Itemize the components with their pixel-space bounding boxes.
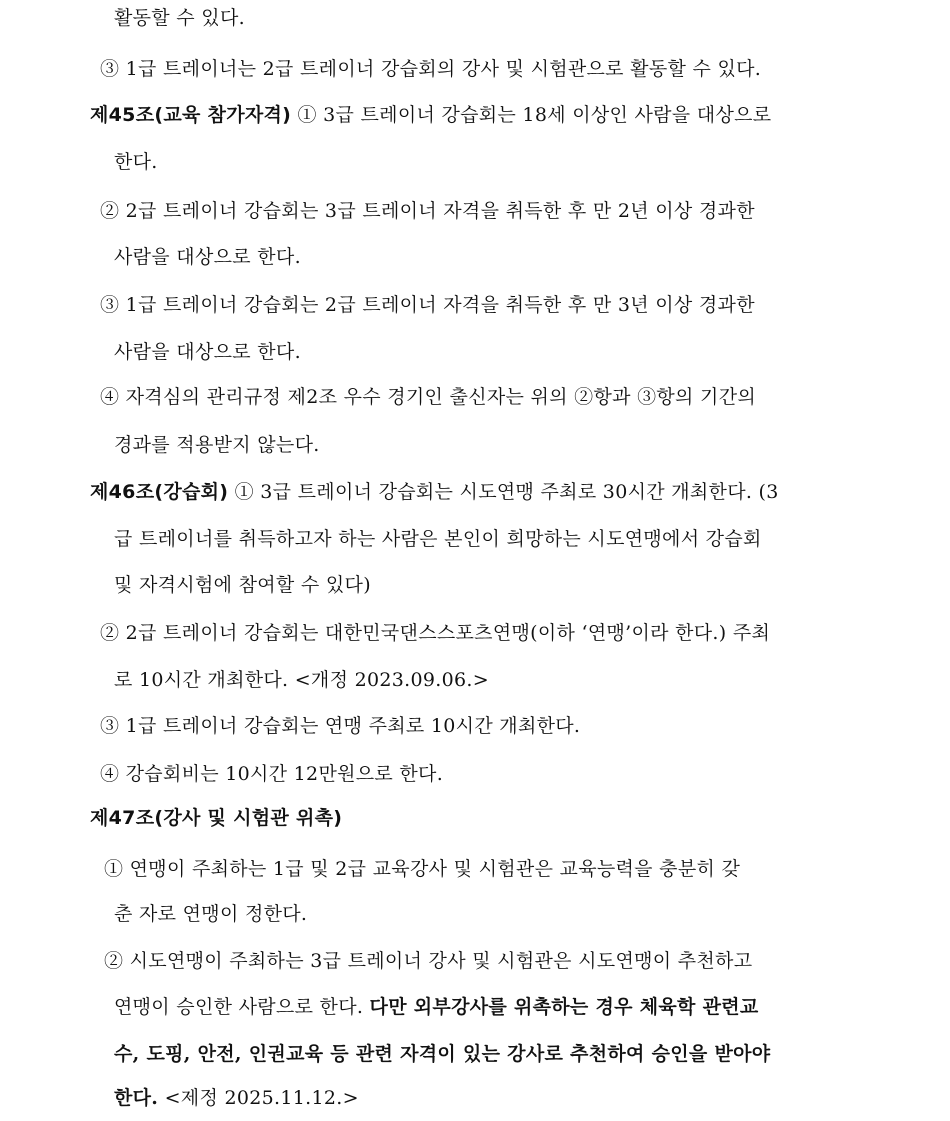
text-line: 경과를 적용받지 않는다. [114, 434, 320, 456]
text-line [114, 1041, 770, 1067]
text-line: 한다. <제정 2025.11.12.> [114, 1087, 359, 1109]
article-46-line: 제46조(강습회) ① 3급 트레이너 강습회는 시도연맹 주최로 30시간 개최한다. (3 [90, 481, 779, 503]
article-heading: 제46조(강습회) [90, 481, 229, 503]
text-line: 활동할 수 있다. [114, 7, 245, 29]
text-line: 춘 자로 연맹이 정한다. [114, 903, 308, 925]
text-line: 및 자격시험에 참여할 수 있다) [114, 574, 371, 596]
text-line: 급 트레이너를 취득하고자 하는 사람은 본인이 희망하는 시도연맹에서 강습회 [114, 528, 762, 550]
text-line: ③ 1급 트레이너 강습회는 2급 트레이너 자격을 취득한 후 만 3년 이상 경과한 [100, 294, 755, 316]
text-line: ③ 1급 트레이너는 2급 트레이너 강습회의 강사 및 시험관으로 활동할 수 있다. [100, 58, 762, 80]
text-line: 사람을 대상으로 한다. [114, 246, 301, 268]
bold-text: 다만 외부강사를 위촉하는 경우 체육학 관련교 [369, 996, 759, 1018]
article-heading: 제45조(교육 참가자격) [90, 104, 292, 126]
article-47-line [90, 805, 342, 831]
text-line: 로 10시간 개최한다. <개정 2023.09.06.> [114, 669, 489, 691]
text-line: ② 2급 트레이너 강습회는 3급 트레이너 자격을 취득한 후 만 2년 이상 경과한 [100, 200, 755, 222]
text-line: 사람을 대상으로 한다. [114, 341, 301, 363]
bold-text: 한다. [114, 1087, 159, 1109]
text-line: ③ 1급 트레이너 강습회는 연맹 주최로 10시간 개최한다. [100, 715, 581, 737]
text-line: 연맹이 승인한 사람으로 한다. 다만 외부강사를 위촉하는 경우 체육학 관련교 [114, 996, 759, 1018]
article-heading: 제47조(강사 및 시험관 위촉) [90, 807, 343, 829]
text-line: ① 연맹이 주최하는 1급 및 2급 교육강사 및 시험관은 교육능력을 충분히 갖 [104, 858, 741, 880]
text-line: ② 2급 트레이너 강습회는 대한민국댄스스포츠연맹(이하 ‘연맹’이라 한다.) 주최 [100, 622, 771, 644]
article-45-line: 제45조(교육 참가자격) ① 3급 트레이너 강습회는 18세 이상인 사람을 대상으로 [90, 104, 772, 126]
text-line: ④ 자격심의 관리규정 제2조 우수 경기인 출신자는 위의 ②항과 ③항의 기간의 [100, 386, 756, 408]
text-line: 한다. [114, 151, 158, 173]
text-line: ② 시도연맹이 주최하는 3급 트레이너 강사 및 시험관은 시도연맹이 추천하고 [104, 950, 753, 972]
text-line: ④ 강습회비는 10시간 12만원으로 한다. [100, 763, 444, 785]
bold-text: 수, 도핑, 안전, 인권교육 등 관련 자격이 있는 강사로 추천하여 승인을 받아야 [114, 1043, 771, 1065]
